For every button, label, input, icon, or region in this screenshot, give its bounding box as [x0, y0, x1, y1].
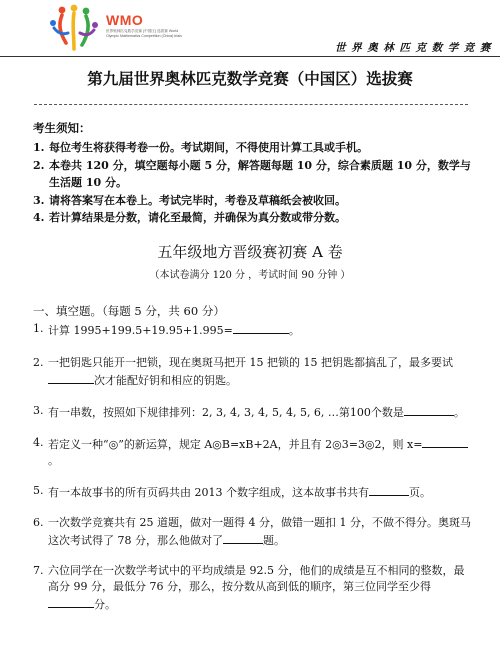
notice-item	[33, 209, 473, 227]
question-2	[33, 355, 473, 389]
answer-blank[interactable]	[233, 321, 289, 334]
question-number: 1.	[33, 322, 44, 335]
question-1	[33, 321, 473, 339]
question-text-part: 计算 1995+199.5+19.95+1.995=	[48, 324, 233, 337]
question-number: 2.	[33, 356, 44, 369]
question-text-part: 六位同学在一次数学考试中的平均成绩是 92.5 分，他们的成绩是互不相同的整数，最高分 99 分，最低分 76 分，那么，按分数从高到低的顺序，第三位同学至少得	[48, 564, 465, 593]
notice-item-text: 请将答案写在本卷上。考试完毕时，考卷及草稿纸会被收回。	[49, 193, 346, 207]
wmo-logo-figures-icon	[44, 3, 104, 55]
exam-section-subtitle: （本试卷满分 120 分 ，考试时间 90 分钟 ）	[149, 270, 351, 281]
answer-blank[interactable]	[223, 531, 263, 544]
notice-item-number: 1.	[33, 141, 45, 154]
notice-item-number: 2.	[33, 158, 45, 172]
question-6	[33, 515, 473, 549]
notice-item-text: 本卷共 120 分，填空题每小题 5 分，解答题每题 10 分，综合素质题 10 分，数学与生活题 10 分。	[49, 158, 471, 189]
question-number: 6.	[33, 516, 44, 529]
header-divider	[0, 56, 500, 57]
question-text-part: 页。	[409, 486, 431, 499]
answer-blank[interactable]	[48, 595, 94, 608]
question-text-part: 。	[288, 324, 300, 337]
question-text	[48, 515, 473, 549]
notice-item-text: 若计算结果是分数，请化至最简，并确保为真分数或带分数。	[49, 211, 346, 224]
part-heading: 一、填空题。（每题 5 分，共 60 分）	[33, 304, 225, 318]
header-slogan: 世界奥林匹克数学竞赛	[335, 42, 496, 54]
question-text	[48, 321, 473, 339]
question-text	[48, 355, 473, 389]
answer-blank[interactable]	[422, 435, 468, 448]
question-text	[48, 435, 473, 469]
notice-item-text: 每位考生将获得考卷一份。考试期间，不得使用计算工具或手机。	[49, 141, 368, 154]
question-text-part: 题。	[263, 534, 285, 547]
question-number: 3.	[33, 404, 44, 417]
question-3	[33, 403, 473, 421]
page-header	[0, 0, 500, 62]
answer-blank[interactable]	[48, 371, 94, 384]
wmo-logo	[44, 3, 194, 55]
notice-item	[33, 157, 473, 192]
notice-item-number: 4.	[33, 211, 45, 224]
page-title: 第九届世界奥林匹克数学竞赛（中国区）选拔赛	[87, 70, 413, 88]
notice-heading: 考生须知：	[33, 121, 91, 135]
question-text-part: 。	[48, 454, 59, 467]
notice-item-number: 3.	[33, 193, 45, 207]
question-text-part: 一把钥匙只能开一把锁，现在奥斑马把开 15 把锁的 15 把钥匙都搞乱了，最多要试	[48, 356, 453, 369]
question-text	[48, 483, 473, 501]
question-text	[48, 563, 473, 613]
question-text-part: 。	[453, 406, 465, 419]
notice-list	[33, 139, 473, 227]
question-5	[33, 483, 473, 501]
question-4	[33, 435, 473, 469]
question-text-part: 若定义一种“◎”的新运算，规定 A◎B=xB+2A，并且有 2◎3=3◎2，则 x=	[48, 438, 423, 451]
logo-subtitle: 世界奥林匹克数学竞赛 (中国区) 选拔赛 World Olympic Mathematics Competition (China) trials	[106, 29, 182, 38]
question-text-part: 分。	[94, 598, 116, 611]
question-text	[48, 403, 473, 421]
dashed-divider	[34, 104, 468, 105]
answer-blank[interactable]	[369, 483, 409, 496]
question-7	[33, 563, 473, 613]
question-number: 5.	[33, 484, 44, 497]
notice-item	[33, 192, 473, 210]
question-number: 7.	[33, 564, 44, 577]
question-number: 4.	[33, 436, 44, 449]
question-text-part: 一次数学竞赛共有 25 道题，做对一题得 4 分，做错一题扣 1 分，不做不得分。奥斑马这次考试得了 78 分，那么他做对了	[48, 516, 471, 547]
logo-wordmark: WMO	[106, 12, 144, 28]
answer-blank[interactable]	[404, 403, 454, 416]
notice-item	[33, 139, 473, 157]
question-text-part: 有一本故事书的所有页码共由 2013 个数字组成，这本故事书共有	[48, 486, 369, 499]
exam-section-title: 五年级地方晋级赛初赛 A 卷	[157, 243, 343, 261]
question-text-part: 次才能配好钥和相应的钥匙。	[94, 374, 237, 387]
question-text-part: 有一串数，按照如下规律排列：2, 3, 4, 3, 4, 5, 4, 5, 6, …第100个数是	[48, 406, 404, 419]
